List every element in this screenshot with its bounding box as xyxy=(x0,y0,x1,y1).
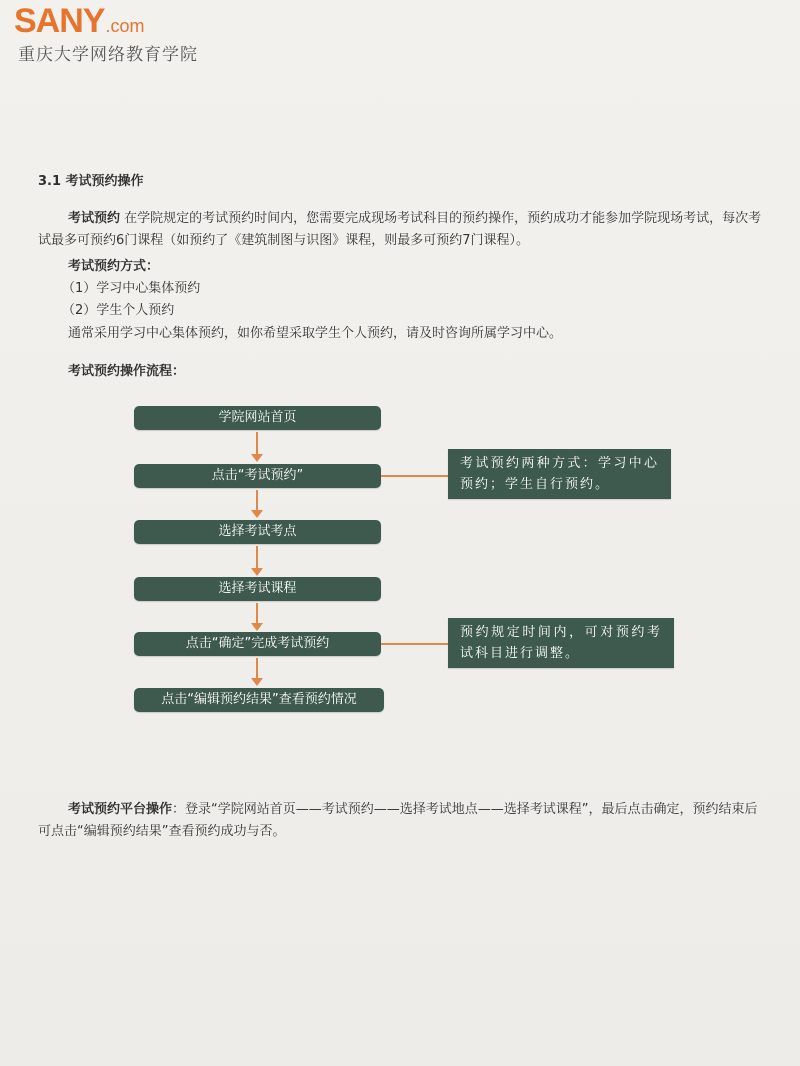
section-title: 3.1 考试预约操作 xyxy=(38,174,144,189)
flow-step-edit-result: 点击“编辑预约结果”查看预约情况 xyxy=(134,688,384,712)
method-item-2: （2）学生个人预约 xyxy=(62,303,175,318)
flow-step-select-course: 选择考试课程 xyxy=(134,577,381,601)
flow-note-adjust: 预约规定时间内，可对预约考试科目进行调整。 xyxy=(448,618,674,668)
flow-arrow-1 xyxy=(256,432,258,456)
methods-note: 通常采用学习中心集体预约，如你希望采取学生个人预约，请及时咨询所属学习中心。 xyxy=(68,326,563,341)
flow-arrow-5 xyxy=(256,658,258,680)
intro-paragraph xyxy=(38,208,762,252)
flow-step-select-site: 选择考试考点 xyxy=(134,520,381,544)
flow-arrow-2 xyxy=(256,490,258,512)
logo-suffix: .com xyxy=(105,16,145,36)
flow-note-methods: 考试预约两种方式：学习中心预约；学生自行预约。 xyxy=(448,449,671,499)
platform-lead: 考试预约平台操作 xyxy=(68,802,173,817)
note-connector-2 xyxy=(381,643,448,645)
intro-text: 在学院规定的考试预约时间内，您需要完成现场考试科目的预约操作，预约成功才能参加学院现场考试，每次考试最多可预约6门课程（如预约了《建筑制图与识图》课程，则最多可预约7门课程）。 xyxy=(38,211,762,248)
intro-lead: 考试预约 xyxy=(68,211,121,226)
methods-heading: 考试预约方式： xyxy=(68,259,160,274)
flow-arrow-3 xyxy=(256,546,258,570)
logo xyxy=(14,4,144,38)
platform-text: ：登录“学院网站首页——考试预约——选择考试地点——选择考试课程”，最后点击确定，预约结束后可点击“编辑预约结果”查看预约成功与否。 xyxy=(38,802,758,839)
flow-step-home: 学院网站首页 xyxy=(134,406,381,430)
flow-arrow-4 xyxy=(256,603,258,625)
flow-step-click-reserve: 点击“考试预约” xyxy=(134,464,381,488)
process-heading: 考试预约操作流程： xyxy=(68,364,186,379)
logo-mark: SANY xyxy=(14,2,105,40)
method-item-1: （1）学习中心集体预约 xyxy=(62,281,201,296)
logo-subtitle: 重庆大学网络教育学院 xyxy=(18,45,198,65)
note-connector-1 xyxy=(381,475,448,477)
flow-step-confirm: 点击“确定”完成考试预约 xyxy=(134,632,381,656)
platform-paragraph xyxy=(38,799,762,843)
